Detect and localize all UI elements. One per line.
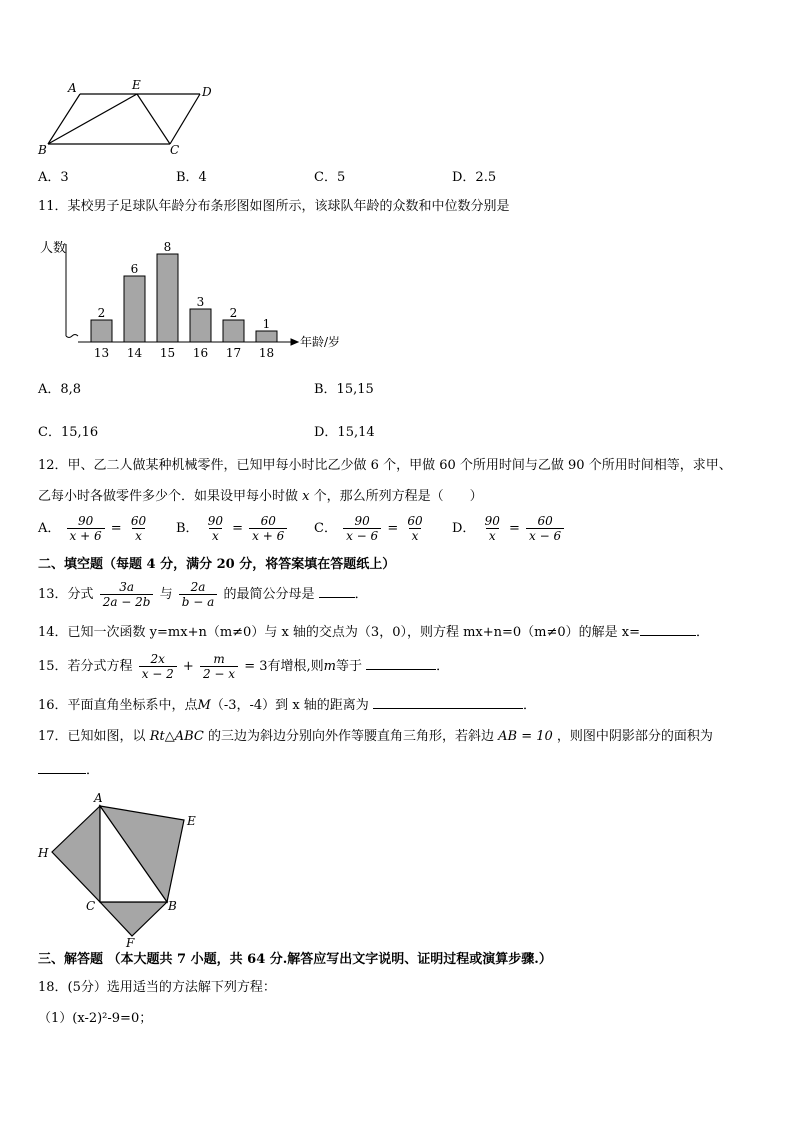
fraction: $\frac{60}{x}$: [130, 514, 147, 543]
q12-option-d: D． $\frac{90}{x}$ = $\frac{60}{x - 6}$: [452, 514, 566, 543]
q18-sub-1: （1）(x-2)²-9=0；: [38, 1011, 153, 1026]
bar-17: [223, 320, 244, 342]
point-label-c: C: [170, 143, 180, 157]
point-label-e: E: [187, 814, 196, 828]
q11-option-d: D．15,14: [314, 425, 375, 440]
answer-blank[interactable]: [640, 635, 696, 636]
q16: 16．平面直角坐标系中，点M（-3，-4）到 x 轴的距离为 ．: [38, 698, 536, 713]
q15: 15．若分式方程 $\frac{2x}{x - 2}$ + $\frac{m}{2 - x}$ = 3有增根,则m等于 ．: [38, 652, 450, 681]
shaded-triangle-cfb: [100, 902, 167, 936]
point-label-h: H: [38, 846, 49, 860]
q12-option-b: B． $\frac{90}{x}$ = $\frac{60}{x + 6}$: [176, 514, 289, 543]
q10-option-a: A．3: [38, 170, 69, 185]
parallelogram-figure: [30, 74, 230, 158]
triangle-figure: [34, 790, 214, 950]
answer-blank[interactable]: [38, 773, 86, 774]
x-tick-label-17: 17: [225, 346, 242, 360]
x-tick-label-15: 15: [159, 346, 176, 360]
point-label-b: B: [168, 899, 177, 913]
fraction: $\frac{2a}{b - a}$: [179, 580, 218, 609]
point-label-c: C: [86, 899, 96, 913]
x-tick-label-13: 13: [93, 346, 110, 360]
q17-answer-line: ．: [38, 762, 99, 780]
x-tick-label-14: 14: [126, 346, 143, 360]
q12-option-c: C． $\frac{90}{x - 6}$ = $\frac{60}{x}$: [314, 514, 428, 543]
q11-option-b: B．15,15: [314, 382, 374, 397]
point-label-f: F: [126, 936, 135, 950]
q12-option-a: A． $\frac{90}{x + 6}$ = $\frac{60}{x}$: [38, 514, 151, 543]
fraction: $\frac{90}{x + 6}$: [67, 514, 105, 543]
section-3-heading: 三、解答题 （本大题共 7 小题，共 64 分.解答应写出文字说明、证明过程或演算步骤.）: [38, 952, 552, 967]
fraction: $\frac{60}{x}$: [407, 514, 423, 543]
q10-option-c: C．5: [314, 170, 346, 185]
answer-blank[interactable]: [366, 669, 436, 670]
answer-blank[interactable]: [373, 708, 523, 709]
data-label-15: 8: [163, 240, 172, 254]
fraction: $\frac{2x}{x - 2}$: [139, 652, 177, 681]
segment-ab: [48, 94, 80, 144]
q17: 17．已知如图，以 Rt△ABC 的三边为斜边分别向外作等腰直角三角形，若斜边 AB = 10 ，则图中阴影部分的面积为: [38, 729, 713, 744]
q14: 14．已知一次函数 y=mx+n（m≠0）与 x 轴的交点为（3，0），则方程 mx+n=0（m≠0）的解是 x= ．: [38, 625, 710, 640]
fraction: $\frac{90}{x}$: [207, 514, 223, 543]
shaded-triangle-ahc: [52, 806, 100, 902]
segment-ec: [137, 94, 170, 144]
q10-option-b: B．4: [176, 170, 207, 185]
x-tick-label-18: 18: [258, 346, 275, 360]
q10-option-d: D．2.5: [452, 170, 497, 185]
x-tick-label-16: 16: [192, 346, 209, 360]
point-label-d: D: [202, 85, 212, 99]
x-axis-label: 年龄/岁: [300, 335, 341, 349]
point-label-b: B: [38, 143, 47, 157]
q18-text: 18．(5分）选用适当的方法解下列方程：: [38, 980, 276, 995]
bar-15: [157, 254, 178, 342]
fraction: $\frac{60}{x + 6}$: [249, 514, 287, 543]
q13: 13．分式 $\frac{3a}{2a - 2b}$ 与 $\frac{2a}{b - a}$ 的最简公分母是 ．: [38, 580, 368, 609]
bar-18: [256, 331, 277, 342]
fraction: $\frac{3a}{2a - 2b}$: [100, 580, 154, 609]
section-2-heading: 二、填空题（每题 4 分，满分 20 分，将答案填在答题纸上）: [38, 557, 396, 572]
bar-16: [190, 309, 211, 342]
q11-option-a: A．8,8: [38, 382, 82, 397]
point-label-a: A: [94, 791, 103, 805]
q11-option-c: C．15,16: [38, 425, 99, 440]
point-label-e: E: [132, 78, 141, 92]
fraction: $\frac{60}{x - 6}$: [526, 514, 564, 543]
q11-text: 11．某校男子足球队年龄分布条形图如图所示，该球队年龄的众数和中位数分别是: [38, 199, 510, 214]
axis-break: [66, 335, 78, 338]
bar-14: [124, 276, 145, 342]
y-axis-label: 人数: [40, 241, 67, 256]
point-label-a: A: [68, 81, 77, 95]
data-label-13: 2: [97, 306, 106, 320]
answer-blank[interactable]: [319, 597, 355, 598]
segment-dc: [170, 94, 200, 144]
fraction: $\frac{90}{x - 6}$: [343, 514, 381, 543]
fraction: $\frac{90}{x}$: [484, 514, 500, 543]
data-label-17: 2: [229, 306, 238, 320]
data-label-18: 1: [262, 317, 271, 331]
data-label-14: 6: [130, 262, 139, 276]
bar-13: [91, 320, 112, 342]
data-label-16: 3: [196, 295, 205, 309]
fraction: $\frac{m}{2 - x}$: [200, 652, 238, 681]
segment-eb: [48, 94, 137, 144]
age-bar-chart: [36, 232, 356, 362]
q12-line-1: 12．甲、乙二人做某种机械零件，已知甲每小时比乙少做 6 个，甲做 60 个所用时间与乙做 90 个所用时间相等，求甲、: [38, 458, 732, 473]
x-axis-arrow: [291, 339, 298, 345]
q12-line-2: 乙每小时各做零件多少个．如果设甲每小时做 x 个，那么所列方程是（ ）: [38, 489, 483, 504]
